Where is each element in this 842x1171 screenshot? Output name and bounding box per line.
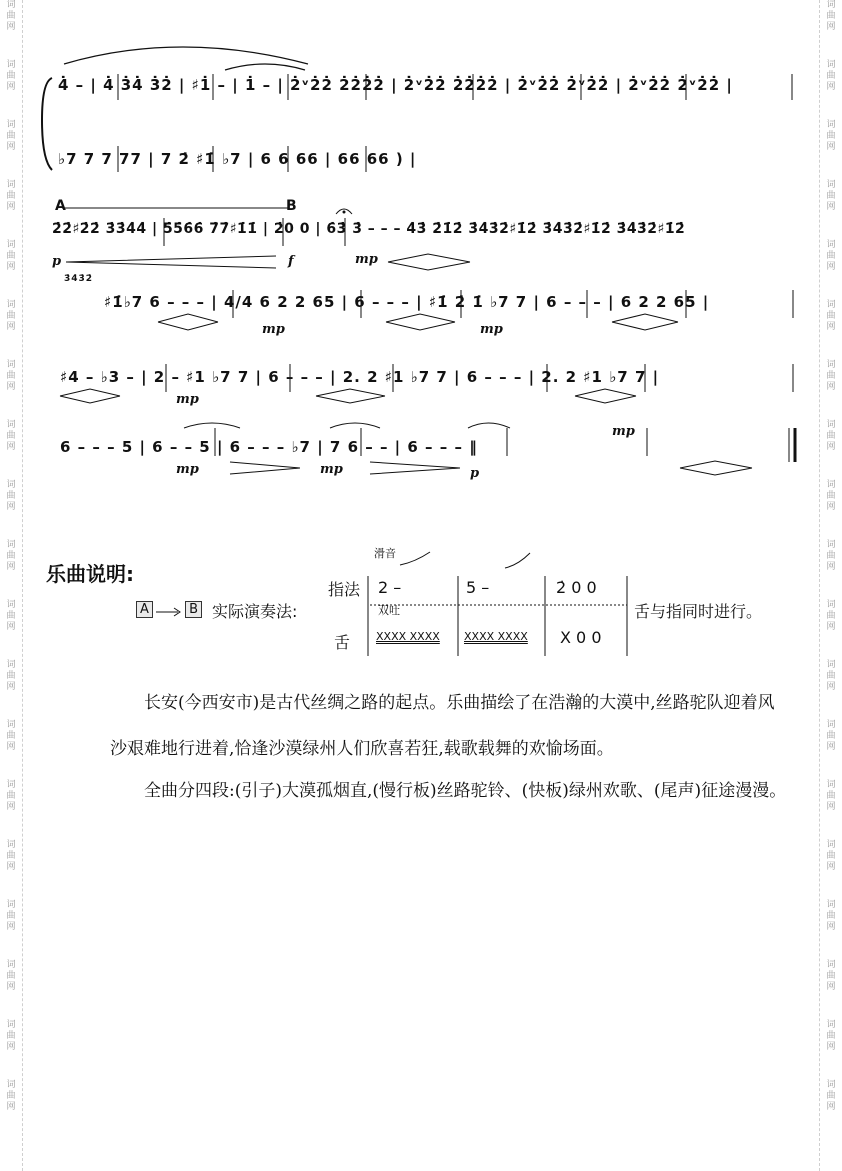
watermark-text: 词 曲 网	[826, 540, 836, 572]
slide-arrow	[505, 553, 530, 568]
fermata-dot	[343, 211, 346, 214]
watermark-text: 词 曲 网	[6, 900, 16, 932]
watermark-text: 词 曲 网	[6, 0, 16, 32]
dynamic-mp: mp	[176, 462, 199, 477]
score-line-2: 2̇2̇♯2̇2̇ 3̇3̇4̇4̇ | 5̇5̇6̇6̇ 7̇7̇♯1̇1̇ | 2̇0 0 | 6̇3̇ 3̇ – – – 4̇3̇ 2̇1̇2̇ 3̇4̇3̇2̇♯1̇2̇ 3̇4̇3̇2̇♯1̇2̇ 3̇4̇3̇2̇♯1̇2̇	[52, 221, 686, 237]
watermark-text: 词 曲 网	[826, 300, 836, 332]
watermark-text: 词 曲 网	[826, 660, 836, 692]
description-paragraph-1: 长安(今西安市)是古代丝绸之路的起点。乐曲描绘了在浩瀚的大漠中,丝路驼队迎着风沙艰难地行进着,恰逢沙漠绿州人们欣喜若狂,载歌载舞的欢愉场面。	[110, 693, 775, 759]
watermark-text: 词 曲 网	[6, 660, 16, 692]
finger-label: 指法	[328, 580, 361, 599]
dynamic-p: p	[52, 254, 62, 269]
watermark-text: 词 曲 网	[6, 60, 16, 92]
decrescendo-hairpin	[370, 462, 460, 474]
system-brace	[42, 78, 52, 170]
dynamic-mp: mp	[262, 322, 285, 337]
slur	[225, 64, 305, 70]
slur	[468, 423, 510, 428]
tongue-label: 舌	[334, 633, 351, 652]
slur	[330, 423, 380, 428]
watermark-text: 词 曲 网	[6, 840, 16, 872]
watermark-text: 词 曲 网	[6, 1020, 16, 1052]
section-title: 乐曲说明:	[46, 562, 134, 586]
watermark-text: 词 曲 网	[6, 480, 16, 512]
watermark-text: 词 曲 网	[826, 600, 836, 632]
score-line-4: ♯4 – ♭3 – | 2 – ♯1 ♭7 7 | 6 – – – | 2. 2 ♯1 ♭7 7 | 6 – – – | 2. 2 ♯1 ♭7 7 |	[60, 368, 660, 386]
hairpin	[386, 314, 455, 330]
dynamic-mp: mp	[176, 392, 199, 407]
score-line-1-top: 4̇ – | 4̇ 3̇4̇ 3̇2̇ | ♯1̇ – | 1̇ – | 2̇ᵛ2̇2̇ 2̇2̇2̇2̇ | 2̇ᵛ2̇2̇ 2̇2̇2̇2̇ | 2̇ᵛ2̇2̇ 2̇ᵛ2̇2̇ | 2̇ᵛ2̇2̇ 2̇ᵛ2̇2̇ |	[58, 76, 733, 94]
hairpin	[158, 314, 218, 330]
watermark-text: 词 曲 网	[6, 1080, 16, 1112]
hairpin	[316, 389, 385, 403]
dynamic-p: p	[470, 466, 480, 481]
ab-legend	[136, 598, 202, 618]
watermark-text: 词 曲 网	[6, 300, 16, 332]
watermark-text: 词 曲 网	[6, 180, 16, 212]
score-line-1-bottom: ♭7 7 7 77 | 7 2̇ ♯1̇ ♭7 | 6 6 66 | 66 66 ) |	[58, 150, 417, 168]
watermark-text: 词 曲 网	[6, 360, 16, 392]
hairpin	[388, 254, 470, 270]
box-b: B	[185, 601, 202, 618]
watermark-text: 词 曲 网	[826, 420, 836, 452]
simultaneous-note: 舌与指同时进行。	[634, 602, 763, 621]
hairpin	[680, 461, 752, 475]
watermark-text: 词 曲 网	[826, 60, 836, 92]
decrescendo-hairpin	[230, 462, 300, 474]
watermark-text: 词 曲 网	[6, 420, 16, 452]
watermark-text: 词 曲 网	[826, 0, 836, 32]
slide-label: 滑音	[374, 547, 396, 560]
watermark-text: 词 曲 网	[6, 720, 16, 752]
watermark-text: 词 曲 网	[826, 240, 836, 272]
description-paragraph-2: 全曲分四段:(引子)大漠孤烟直,(慢行板)丝路驼铃、(快板)绿州欢歌、(尾声)征途漫漫。	[144, 781, 787, 801]
double-tongue-label: 双吐	[378, 604, 400, 617]
score-line-3: ♯1̇♭7 6 – – – | 4/4 6 2 2 65 | 6 – – – | ♯1̇ 2̇ 1̇ ♭7 7 | 6 – – – | 6 2 2 65 |	[104, 293, 710, 311]
watermark-text: 词 曲 网	[826, 780, 836, 812]
dynamic-mp: mp	[355, 252, 378, 267]
finger-notes-1: 2 –	[378, 578, 402, 597]
grace-notes: 3̇4̇3̇2̇	[64, 274, 94, 284]
box-a: A	[136, 601, 153, 618]
dynamic-mp: mp	[480, 322, 503, 337]
hairpin	[60, 389, 120, 403]
finger-notes-3: 2̇ 0 0	[556, 578, 597, 597]
finger-notes-2: 5 –	[466, 578, 490, 597]
watermark-text: 词 曲 网	[826, 360, 836, 392]
dynamic-mp: mp	[612, 424, 635, 439]
watermark-text: 词 曲 网	[6, 540, 16, 572]
slide-arrow	[400, 552, 430, 565]
score-line-5: 6 – – – 5 | 6 – – 5 | 6 – – – ♭7 | 7 6 – – | 6 – – – ‖	[60, 438, 478, 456]
slur	[184, 423, 240, 428]
dynamic-f: f	[288, 254, 294, 269]
tongue-notes-3: X 0 0	[560, 628, 602, 647]
crescendo-hairpin	[66, 256, 276, 268]
label-b: B	[286, 198, 297, 214]
tongue-notes-2: XXXX XXXX	[464, 630, 528, 643]
hairpin	[575, 389, 636, 403]
watermark-text: 词 曲 网	[826, 960, 836, 992]
watermark-text: 词 曲 网	[826, 900, 836, 932]
watermark-text: 词 曲 网	[826, 720, 836, 752]
slur	[64, 47, 308, 64]
watermark-text: 词 曲 网	[826, 1080, 836, 1112]
hairpin	[612, 314, 678, 330]
watermark-text: 词 曲 网	[6, 960, 16, 992]
watermark-text: 词 曲 网	[826, 480, 836, 512]
watermark-text: 词 曲 网	[826, 840, 836, 872]
watermark-text: 词 曲 网	[826, 120, 836, 152]
watermark-text: 词 曲 网	[6, 780, 16, 812]
watermark-text: 词 曲 网	[6, 240, 16, 272]
tongue-notes-1: XXXX XXXX	[376, 630, 440, 643]
watermark-text: 词 曲 网	[6, 120, 16, 152]
watermark-text: 词 曲 网	[6, 600, 16, 632]
watermark-text: 词 曲 网	[826, 1020, 836, 1052]
label-a: A	[55, 198, 66, 214]
actual-method-label: 实际演奏法:	[212, 602, 298, 621]
watermark-text: 词 曲 网	[826, 180, 836, 212]
dynamic-mp: mp	[320, 462, 343, 477]
